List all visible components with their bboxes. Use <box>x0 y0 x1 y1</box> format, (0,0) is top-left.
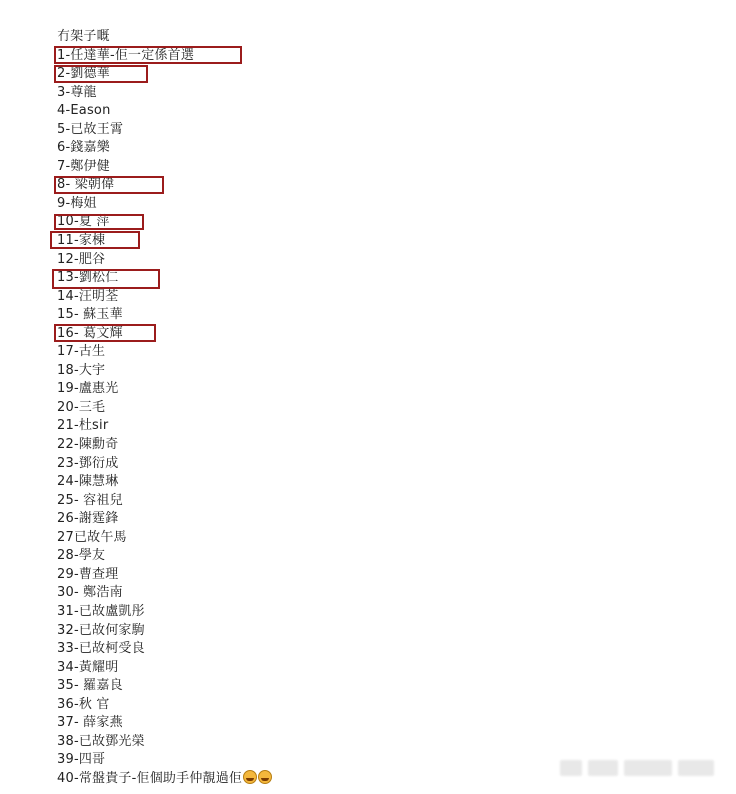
list-item: 20-三毛 <box>57 399 106 415</box>
list-item: 2-劉德華 <box>57 66 110 82</box>
list-item: 37- 薛家燕 <box>57 715 123 731</box>
list-item: 18-大宇 <box>57 362 106 378</box>
watermark-block <box>560 760 582 776</box>
list-item: 23-鄧衍成 <box>57 455 119 471</box>
list-item: 25- 容祖兒 <box>57 492 123 508</box>
list-item: 1-任達華-佢一定係首選 <box>57 47 195 63</box>
list-item: 9-梅姐 <box>57 195 97 211</box>
list-item: 39-四哥 <box>57 752 106 768</box>
list-item: 5-已故王霄 <box>57 121 124 137</box>
list-header: 冇架子嘅 <box>57 29 110 44</box>
list-item: 33-已故柯受良 <box>57 641 145 657</box>
list-item: 19-盧惠光 <box>57 381 119 397</box>
list-item: 35- 羅嘉良 <box>57 678 123 694</box>
list-item: 14-汪明荃 <box>57 288 119 304</box>
list-item: 38-已故鄧光榮 <box>57 733 145 749</box>
highlight-box-8 <box>54 176 164 194</box>
highlight-box-11 <box>50 231 140 249</box>
list-item: 17-古生 <box>57 344 106 360</box>
list-item-last-text: 40-常盤貴子-佢個助手仲靚過佢 <box>57 770 243 786</box>
list-item: 36-秋 官 <box>57 696 110 712</box>
highlight-box-13 <box>52 269 160 289</box>
list-item: 7-鄭伊健 <box>57 158 110 174</box>
list-item: 24-陳慧琳 <box>57 474 119 490</box>
watermark-block <box>588 760 618 776</box>
list-item: 34-黃耀明 <box>57 659 119 675</box>
highlight-box-16 <box>54 324 156 342</box>
list-item: 8- 梁朝偉 <box>57 177 115 193</box>
grinning-face-emoji-icon <box>258 770 272 784</box>
blurred-watermark <box>560 756 722 780</box>
grinning-face-emoji-icon <box>243 770 257 784</box>
list-item: 3-尊龍 <box>57 84 97 100</box>
list-item: 31-已故盧凱彤 <box>57 603 145 619</box>
list-item: 32-已故何家駒 <box>57 622 145 638</box>
list-item: 13-劉松仁 <box>57 270 119 286</box>
watermark-block <box>678 760 714 776</box>
list-item: 26-謝霆鋒 <box>57 511 119 527</box>
name-list <box>57 28 272 788</box>
list-item-last <box>57 770 272 789</box>
list-item: 30- 鄭浩南 <box>57 585 123 601</box>
highlight-box-2 <box>54 65 148 83</box>
list-item: 4-Eason <box>57 103 111 119</box>
list-item: 6-錢嘉樂 <box>57 140 110 156</box>
list-item: 29-曹查理 <box>57 566 119 582</box>
list-item: 11-家棟 <box>57 233 106 249</box>
list-item: 27已故午馬 <box>57 529 127 545</box>
watermark-block <box>624 760 672 776</box>
list-item: 22-陳勳奇 <box>57 437 119 453</box>
list-item: 21-杜sir <box>57 418 109 434</box>
list-item: 28-學友 <box>57 548 106 564</box>
highlight-box-1 <box>54 46 242 64</box>
list-item: 10-夏 萍 <box>57 214 110 230</box>
list-item: 16- 葛文輝 <box>57 325 123 341</box>
list-item: 15- 蘇玉華 <box>57 307 123 323</box>
list-item: 12-肥谷 <box>57 251 106 267</box>
highlight-box-10 <box>54 214 144 230</box>
